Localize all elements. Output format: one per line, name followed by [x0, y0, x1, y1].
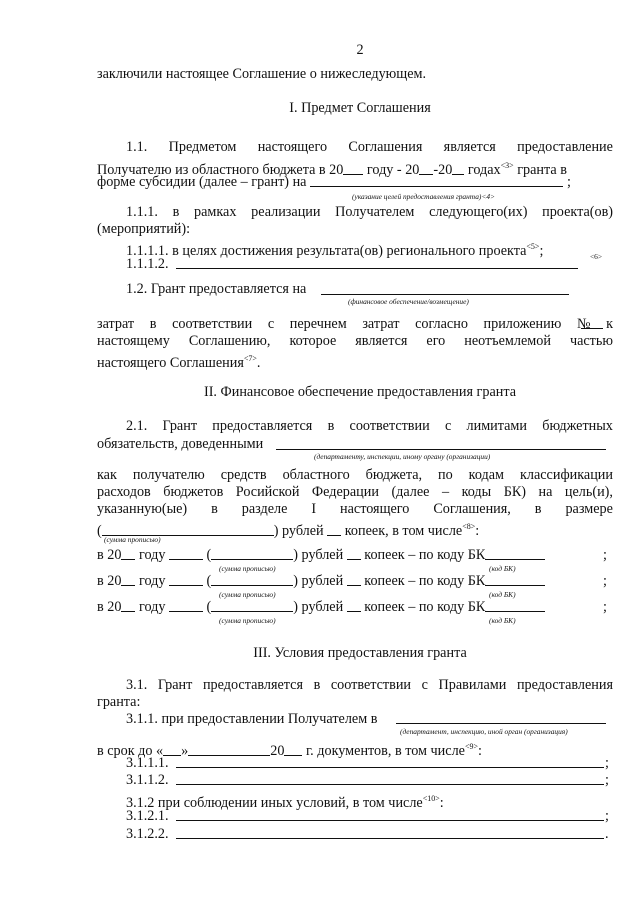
word: лимитами: [466, 418, 527, 434]
deadline-month-field[interactable]: [188, 743, 270, 756]
word: коды: [461, 484, 492, 500]
word: указанную(ые): [97, 501, 188, 517]
word: к: [606, 316, 613, 332]
word: соответствии: [172, 316, 253, 332]
clause-2-1-line-4: [97, 484, 613, 501]
word: следующего(их): [429, 204, 528, 220]
year-row: в 20 году ( ) рублей копеек – по коду БК ;: [97, 573, 607, 589]
word: расходов: [97, 484, 151, 500]
clause-2-1-line-1: [126, 418, 613, 435]
clause-3-1-1-1: 3.1.1.1.: [126, 755, 169, 771]
clause-1-2-line-1: 1.2. Грант предоставляется на: [126, 281, 307, 297]
word: настоящего: [340, 501, 410, 517]
word: приложению: [483, 316, 562, 332]
kbk-hint: (код БК): [489, 590, 516, 599]
recipient-authority-hint: (департамент, инспекцию, иной орган (организация): [400, 727, 568, 736]
word: соответствии: [349, 418, 430, 434]
year-sum-field[interactable]: [169, 599, 203, 612]
word: Соглашению,: [188, 333, 271, 349]
word: в: [327, 418, 335, 434]
clause-1-1-line-3: форме субсидии (далее – грант) на ;: [97, 174, 571, 190]
word: соответствии: [330, 677, 412, 693]
page-number: 2: [356, 42, 364, 58]
footnote-6-mark: <6>: [590, 252, 603, 261]
period: .: [605, 826, 609, 842]
year-sum-words-field[interactable]: [211, 573, 293, 586]
clause-1-1-1-line-1: [126, 204, 613, 221]
clause-3-1-line-1: [126, 677, 613, 694]
clause-2-1-line-2: обязательств, доведенными: [97, 436, 264, 452]
word: настоящему: [97, 333, 170, 349]
word: с: [267, 316, 275, 332]
word: с: [444, 418, 452, 434]
clause-1-1-1-line-2: (мероприятий):: [97, 221, 191, 237]
word: предоставляется: [212, 418, 313, 434]
word: Правилами: [438, 677, 507, 693]
word: является: [355, 333, 408, 349]
clause-3-1-2-2-field[interactable]: [176, 838, 604, 839]
word: (далее: [391, 484, 430, 500]
word: Получателем: [335, 204, 415, 220]
clause-3-1-1-line-2: в срок до « » 20 г. документов, в том числе$^{<9>}$:: [97, 742, 482, 759]
word: предоставления: [516, 677, 613, 693]
budget-holder-hint: (департаменту, инспекции, иному органу (организации): [314, 452, 491, 461]
clause-1-1-1-2: 1.1.1.2.: [126, 256, 169, 272]
budget-holder-field[interactable]: [276, 449, 606, 450]
kbk-field[interactable]: [485, 573, 545, 586]
kbk-field[interactable]: [485, 599, 545, 612]
word: рамках: [194, 204, 237, 220]
word: Соглашения,: [433, 501, 511, 517]
clause-1-2-line-2: [97, 316, 613, 333]
clause-2-1-line-3: [97, 467, 613, 484]
clause-3-1-line-2: гранта:: [97, 694, 141, 710]
word: в: [534, 501, 542, 517]
clause-1-1-line-2: Получателю из областного бюджета в 20 году - 20 -20 годах$^{<3>}$ гранта в: [97, 161, 567, 178]
grant-purpose-field[interactable]: [310, 174, 563, 187]
word: которое: [289, 333, 337, 349]
year-sum-words-field[interactable]: [211, 599, 293, 612]
word: Грант: [162, 418, 198, 434]
word: перечнем: [289, 316, 347, 332]
year-sum-field[interactable]: [169, 573, 203, 586]
word: предоставление: [517, 139, 613, 155]
word: бюджетных: [542, 418, 613, 434]
year-sum-hint: (сумма прописью): [219, 616, 276, 625]
kbk-field[interactable]: [485, 547, 545, 560]
clause-2-1-total-line: ( ) рублей копеек, в том числе$^{<8>}$:: [97, 522, 480, 539]
word: является: [443, 139, 496, 155]
word: бюджета,: [365, 467, 423, 483]
word: №: [576, 316, 591, 332]
clause-1-1-line-1: [126, 139, 613, 156]
kbk-hint: (код БК): [489, 564, 516, 573]
clause-1-2-line-3: [97, 333, 613, 350]
year-sum-field[interactable]: [169, 547, 203, 560]
word: 2.1.: [126, 418, 148, 434]
semicolon: ;: [605, 772, 609, 788]
word: в: [149, 316, 157, 332]
word: 1.1.: [126, 139, 148, 155]
word: Федерации: [311, 484, 379, 500]
word: Соглашения: [348, 139, 423, 155]
word: реализации: [251, 204, 321, 220]
word: проекта(ов): [542, 204, 613, 220]
word: с: [421, 677, 428, 693]
clause-3-1-2-2: 3.1.2.2.: [126, 826, 169, 842]
word: –: [441, 484, 450, 500]
clause-1-1-1-2-field[interactable]: [176, 268, 578, 269]
clause-3-1-1-1-field[interactable]: [176, 767, 604, 768]
word: в: [172, 204, 180, 220]
word: его: [426, 333, 446, 349]
word: классификации: [519, 467, 613, 483]
total-kopecks-field[interactable]: [327, 523, 341, 536]
section-1-heading: I. Предмет Соглашения: [289, 100, 431, 116]
word: в: [211, 501, 218, 517]
word: областного: [282, 467, 350, 483]
clause-3-1-2: 3.1.2 при соблюдении иных условий, в том числе$^{<10>}$:: [126, 794, 444, 811]
word: БК): [503, 484, 527, 500]
word: средств: [220, 467, 267, 483]
word: настоящего: [257, 139, 328, 155]
clause-3-1-1-2-field[interactable]: [176, 784, 604, 785]
clause-3-1-2-1: 3.1.2.1.: [126, 808, 169, 824]
clause-3-1-2-1-field[interactable]: [176, 820, 604, 821]
year-row: в 20 году ( ) рублей копеек – по коду БК ;: [97, 599, 607, 615]
word: затрат: [97, 316, 135, 332]
word: Предметом: [168, 139, 237, 155]
word: частью: [569, 333, 613, 349]
word: 3.1.: [126, 677, 148, 693]
financing-type-field[interactable]: [321, 294, 569, 295]
word: Росийской: [235, 484, 300, 500]
total-sum-hint: (сумма прописью): [104, 535, 161, 544]
semicolon: ;: [605, 808, 609, 824]
clause-2-1-line-5: [97, 501, 613, 518]
word: цель(и),: [564, 484, 613, 500]
word: кодам: [468, 467, 505, 483]
clause-1-1-1-1: 1.1.1.1. в целях достижения результата(ов) регионального проекта$^{<5>}$;: [126, 242, 544, 259]
year-sum-hint: (сумма прописью): [219, 564, 276, 573]
appendix-number-field[interactable]: [581, 328, 603, 329]
word: в: [313, 677, 321, 693]
intro-text: заключили настоящее Соглашение о нижеследующем.: [97, 66, 427, 82]
financing-type-hint: (финансовое обеспечение/возмещение): [348, 297, 469, 306]
year-sum-hint: (сумма прописью): [219, 590, 276, 599]
year-row: в 20 году ( ) рублей копеек – по коду БК ;: [97, 547, 607, 563]
word: по: [438, 467, 453, 483]
word: на: [538, 484, 553, 500]
word: бюджетов: [163, 484, 224, 500]
clause-3-1-1-line-1: 3.1.1. при предоставлении Получателем в: [126, 711, 378, 727]
kbk-hint: (код БК): [489, 616, 516, 625]
year-sum-words-field[interactable]: [211, 547, 293, 560]
word: затрат: [362, 316, 400, 332]
recipient-authority-field[interactable]: [396, 723, 606, 724]
section-3-heading: III. Условия предоставления гранта: [253, 645, 467, 661]
word: неотъемлемой: [464, 333, 551, 349]
word: Грант: [157, 677, 193, 693]
deadline-year-field[interactable]: [284, 743, 302, 756]
grant-purpose-hint: (указание целей предоставления гранта)<4>: [352, 192, 496, 201]
semicolon: ;: [605, 755, 609, 771]
section-2-heading: II. Финансовое обеспечение предоставления гранта: [203, 384, 517, 400]
word: предоставляется: [202, 677, 303, 693]
clause-1-2-line-4: настоящего Соглашения$^{<7>}$.: [97, 354, 261, 371]
word: 1.1.1.: [126, 204, 158, 220]
word: получателю: [132, 467, 205, 483]
word: разделе: [241, 501, 288, 517]
word: согласно: [415, 316, 468, 332]
word: I: [311, 501, 317, 517]
word: размере: [565, 501, 613, 517]
clause-3-1-1-2: 3.1.1.2.: [126, 772, 169, 788]
word: как: [97, 467, 117, 483]
